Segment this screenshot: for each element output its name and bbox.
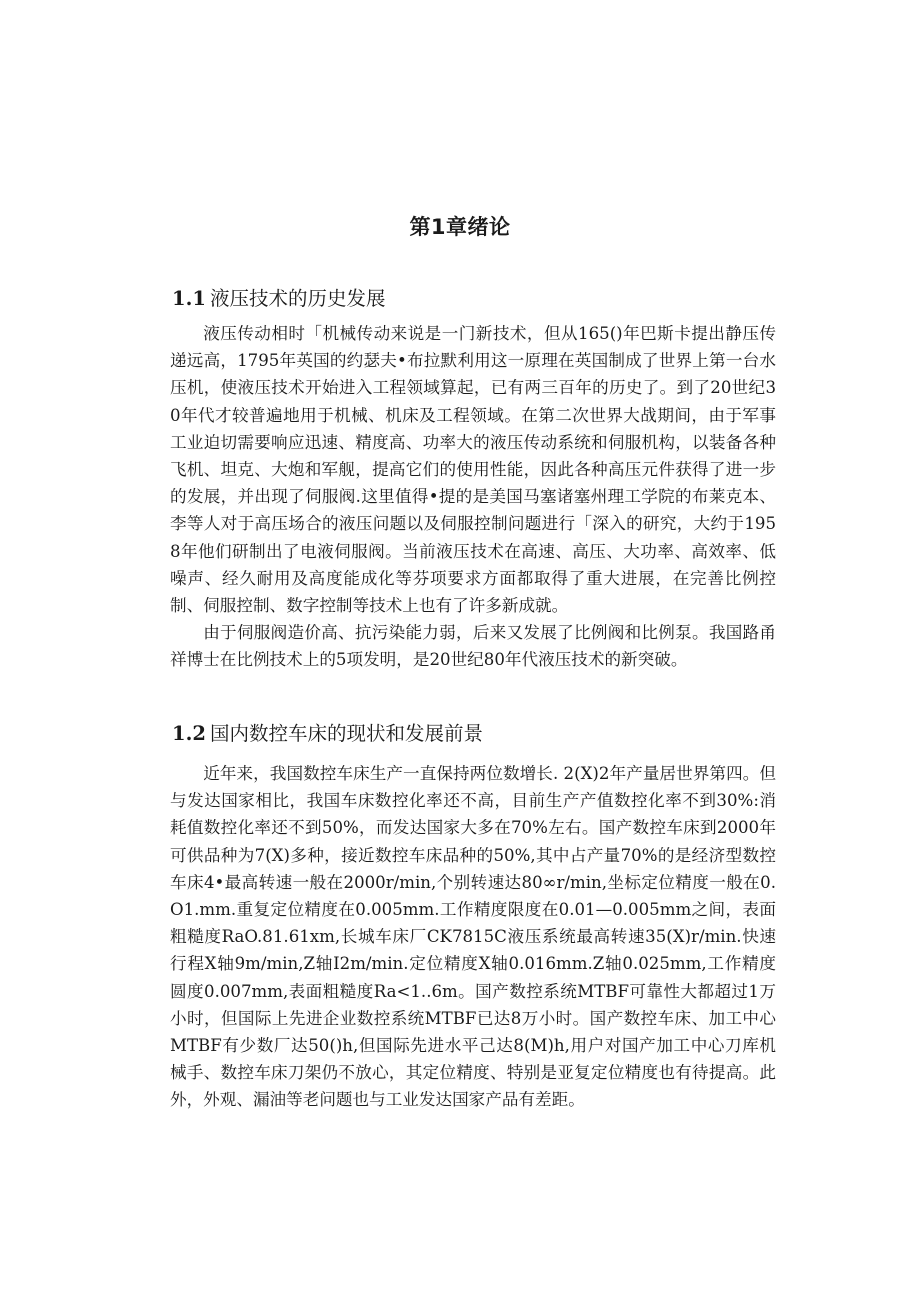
section-body-1-1 — [170, 320, 776, 674]
section-title: 国内数控车床的现状和发展前景 — [210, 722, 484, 745]
section-title: 液压技术的历史发展 — [210, 287, 386, 310]
paragraph: 近年来，我国数控车床生产一直保持两位数增长. 2(X)2年产量居世界第四。但与发达国家相比，我国车床数控化率还不高，目前生产产值数控化率不到30%:消耗值数控化率还不到50%，而发达国家大多在70%左右。国产数控车床到2000年可供品种为7(X)多种，接近数控车床品种的50%,其中占产量70%的是经济型数控车床4•最高转速一般在2000r/min,个别转速达80∞r/min,坐标定位精度一般在0.O1.mm.重复定位精度在0.005mm.工作精度限度在0.01—0.005mm之间，表面粗糙度RaO.81.61xm,长城车床厂CK7815C液压系统最高转速35(X)r/min.快速行程X轴9m/min,Z轴I2m/min.定位精度X轴0.016mm.Z轴0.025mm,工作精度圆度0.007mm,表面粗糙度Ra<1..6m。国产数控系统MTBF可靠性大都超过1万小时，但国际上先进企业数控系统MTBF已达8万小时。国产数控车床、加工中心MTBF有少数厂达50()h,但国际先进水平己达8(M)h,用户对国产加工中心刀库机械手、数控车床刀架仍不放心，其定位精度、特别是亚复定位精度也有待提高。此外，外观、漏油等老问题也与工业发达国家产品有差距。 — [170, 764, 776, 1110]
paragraph: 由于伺服阀造价高、抗污染能力弱，后来又发展了比例阀和比例泵。我国路甬祥博士在比例技术上的5项发明，是20世纪80年代液压技术的新突破。 — [170, 623, 776, 670]
section-number: 1.2 — [172, 722, 206, 745]
section-number: 1.1 — [172, 287, 206, 310]
paragraph: 液压传动相时「机械传动来说是一门新技术，但从165()年巴斯卡提出静压传递远高，1795年英国的约瑟夫•布拉默利用这一原理在英国制成了世界上第一台水压机，使液压技术开始进入工程领域算起，已有两三百年的历史了。到了20世纪30年代才较普遍地用于机械、机床及工程领域。在第二次世界大战期间，由于军事工业迫切需要响应迅速、精度高、功率大的液压传动系统和伺服机构，以装备各种飞机、坦克、大炮和军舰，提高它们的使用性能，因此各种高压元件获得了进一步的发展，并出现了伺服阀.这里值得•提的是美国马塞诸塞州理工学院的布莱克本、李等人对于高压场合的液压问题以及伺服控制问题进行「深入的研究，大约于1958年他们研制出了电液伺服阀。当前液压技术在高速、高压、大功率、高效率、低噪声、经久耐用及高度能成化等芬项要求方面都取得了重大进展，在完善比例控制、伺服控制、数字控制等技术上也有了许多新成就。 — [170, 324, 776, 616]
section-heading-1-1 — [172, 283, 386, 311]
chapter-title: 第1章绪论 — [409, 215, 511, 239]
section-heading-1-2 — [172, 718, 483, 746]
section-body-1-2 — [170, 760, 776, 1114]
